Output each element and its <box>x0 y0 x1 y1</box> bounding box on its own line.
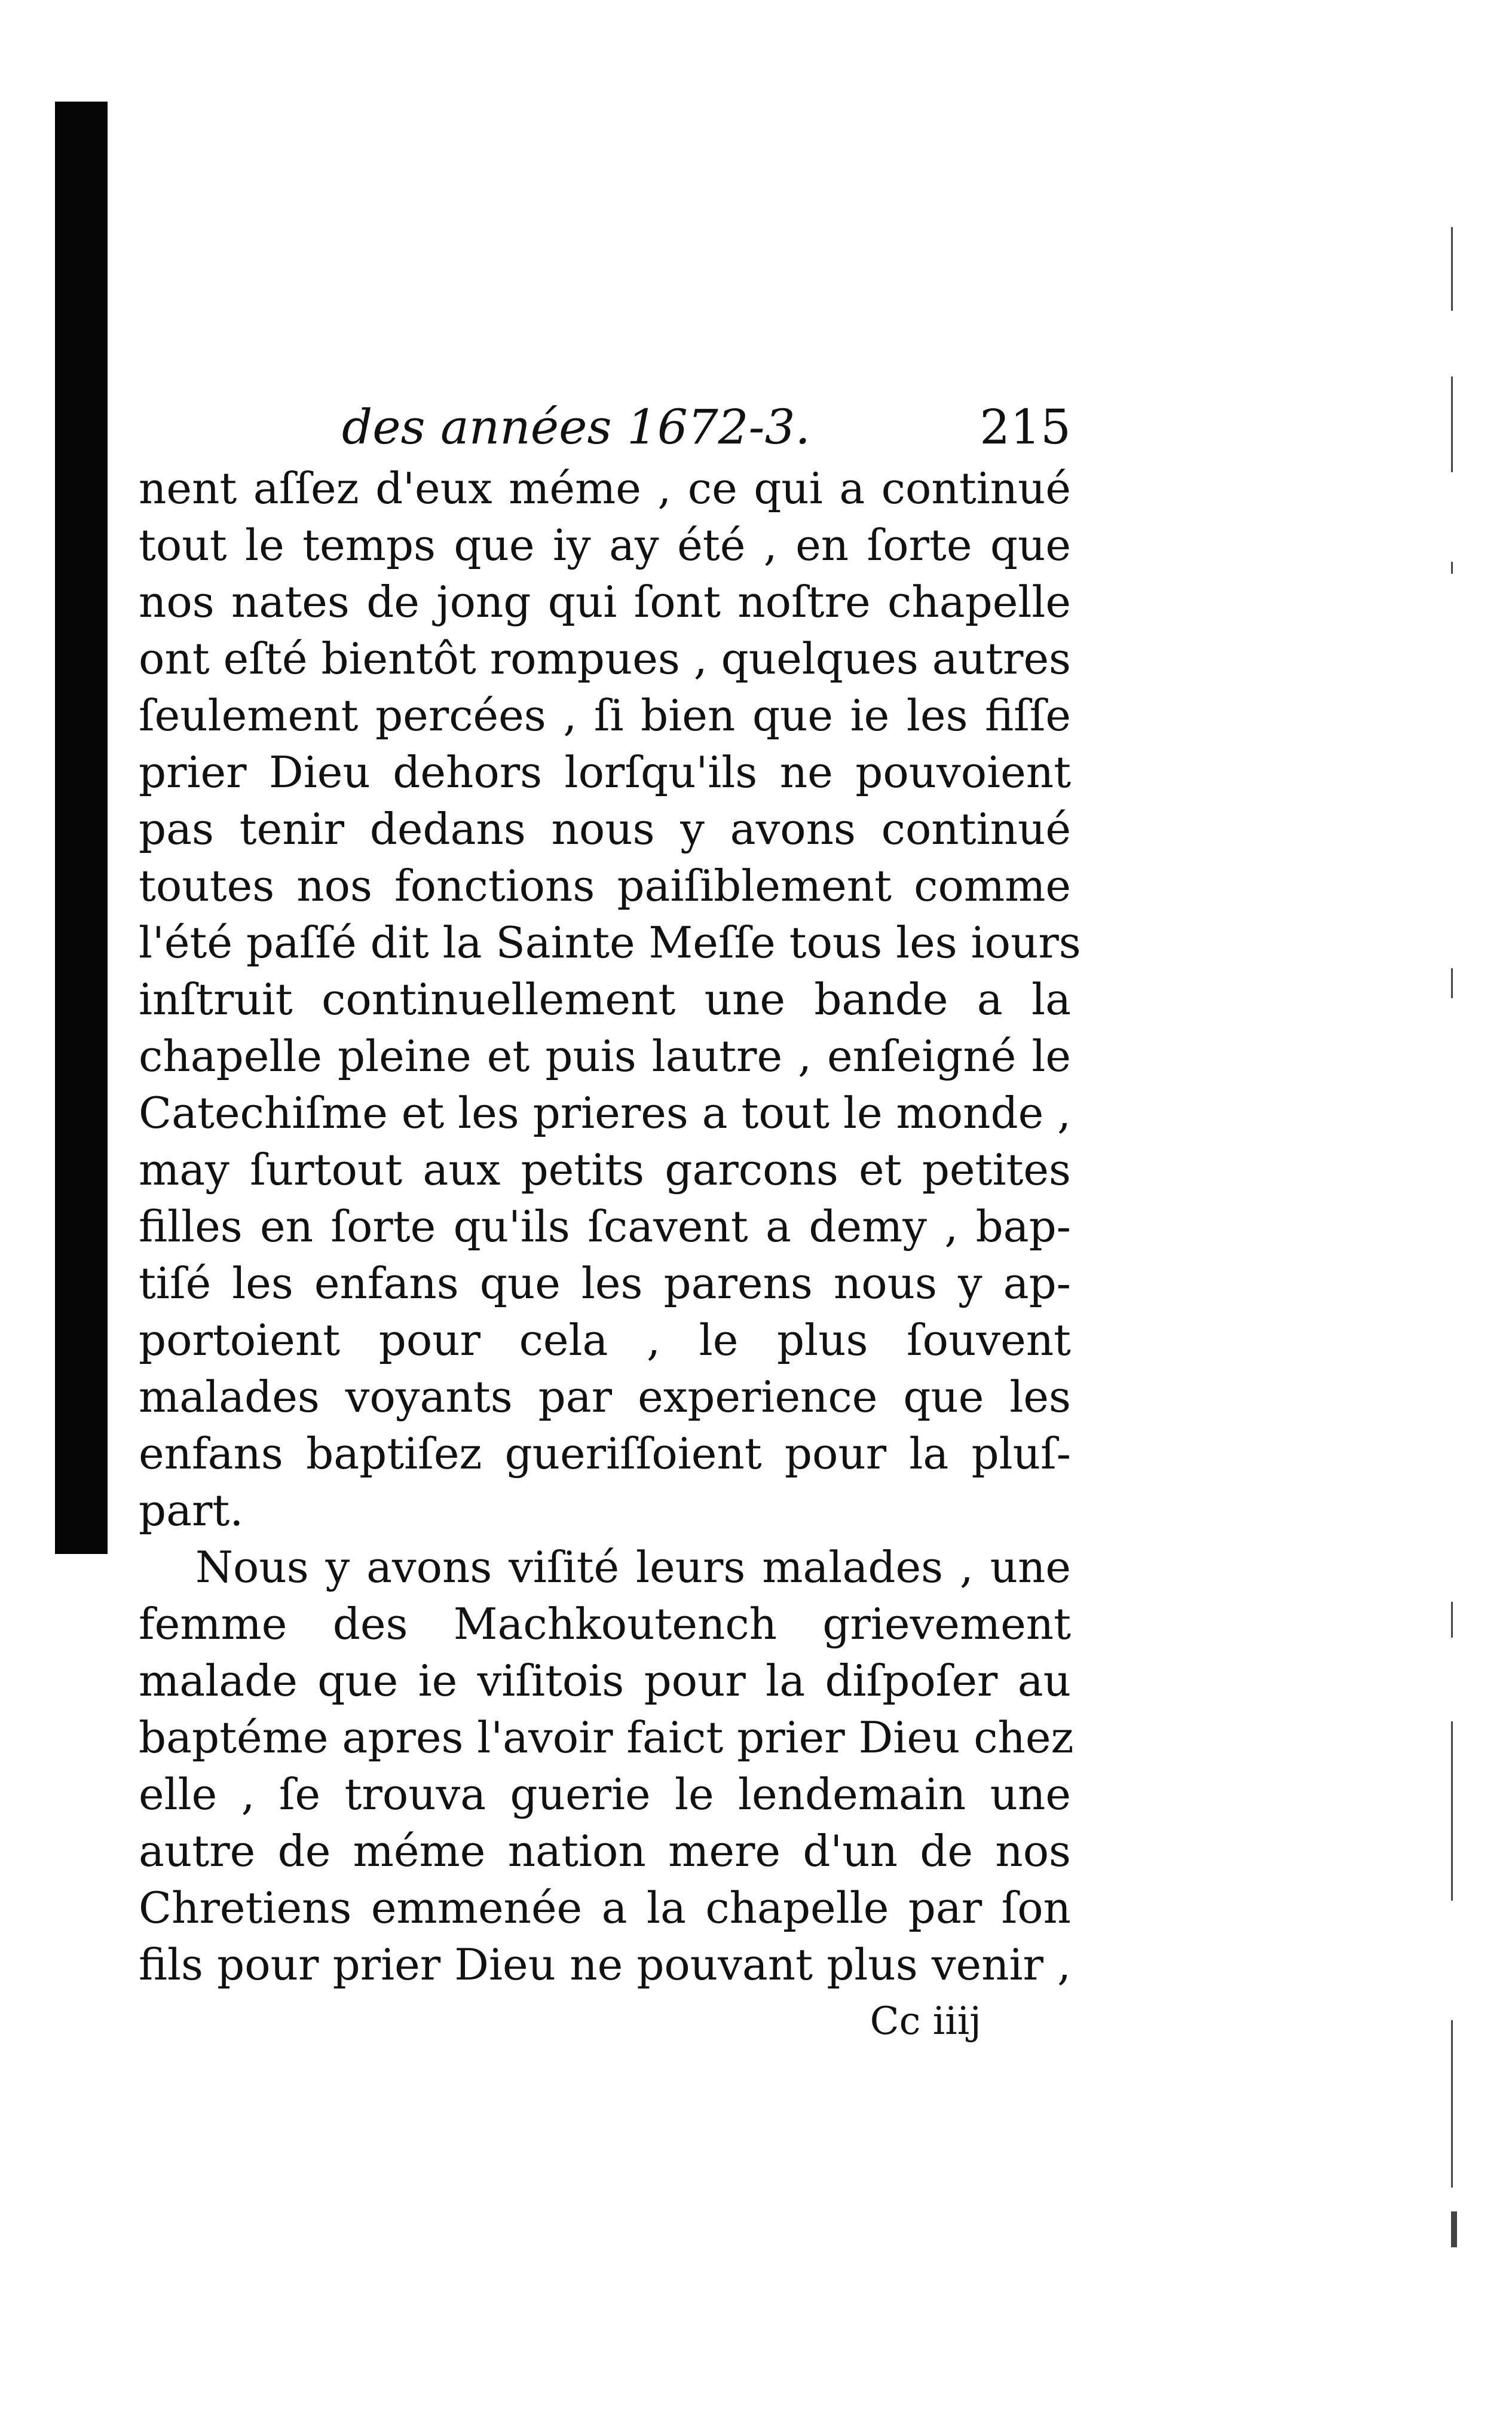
page-body <box>139 394 1081 2050</box>
text-line: pas tenir dedans nous y avons continué <box>139 804 1071 854</box>
text-line: Catechiſme et les prieres a tout le monde , <box>139 1088 1071 1138</box>
text-line: baptéme apres l'avoir faict prier Dieu chez <box>139 1712 1074 1763</box>
text-line: prier Dieu dehors lorſqu'ils ne pouvoient <box>139 747 1071 797</box>
text-line: l'été paſſé dit la Sainte Meſſe tous les iours <box>139 917 1081 968</box>
text-line: tiſé les enfans que les parens nous y ap- <box>139 1258 1071 1308</box>
text-line: elle , ſe trouva guerie le lendemain une <box>139 1769 1071 1819</box>
binding-shadow <box>55 102 108 1554</box>
page-edge-marks <box>1446 227 1464 2259</box>
page-number: 215 <box>980 399 1071 455</box>
text-line: filles en ſorte qu'ils ſcavent a demy , bap- <box>139 1201 1071 1252</box>
text-line: malade que ie viſitois pour la diſpoſer au <box>139 1656 1071 1706</box>
text-line: malades voyants par experience que les <box>139 1372 1071 1422</box>
text-line: Chretiens emmenée a la chapelle par ſon <box>139 1883 1071 1933</box>
running-title: des années 1672-3. <box>342 399 810 455</box>
text-line: tout le temps que iy ay été , en ſorte que <box>139 520 1071 570</box>
signature-mark: Cc iiij <box>870 1999 981 2043</box>
text-line: femme des Machkoutench grievement <box>139 1599 1071 1649</box>
text-line: ont eſté bientôt rompues , quelques autres <box>139 634 1071 684</box>
text-line: inſtruit continuellement une bande a la <box>139 974 1071 1024</box>
text-line: portoient pour cela , le plus ſouvent <box>139 1315 1071 1365</box>
text-line: nent aſſez d'eux méme , ce qui a continué <box>139 463 1071 513</box>
text-line: autre de méme nation mere d'un de nos <box>139 1826 1071 1876</box>
text-line: may ſurtout aux petits garcons et petites <box>139 1145 1071 1195</box>
text-line: fils pour prier Dieu ne pouvant plus venir , <box>139 1939 1071 1990</box>
text-line: chapelle pleine et puis lautre , enſeigné le <box>139 1031 1071 1081</box>
text-line: nos nates de jong qui ſont noſtre chapelle <box>139 577 1071 627</box>
text-line: part. <box>139 1485 244 1535</box>
running-head <box>139 394 1071 460</box>
paragraph-first-line: Nous y avons viſité leurs malades , une <box>195 1542 1071 1592</box>
text-line: enfans baptiſez gueriſſoient pour la pluſ- <box>139 1428 1071 1479</box>
text-line: ſeulement percées , ſi bien que ie les fiſſe <box>139 690 1071 741</box>
text-line: toutes nos fonctions paiſiblement comme <box>139 861 1071 911</box>
